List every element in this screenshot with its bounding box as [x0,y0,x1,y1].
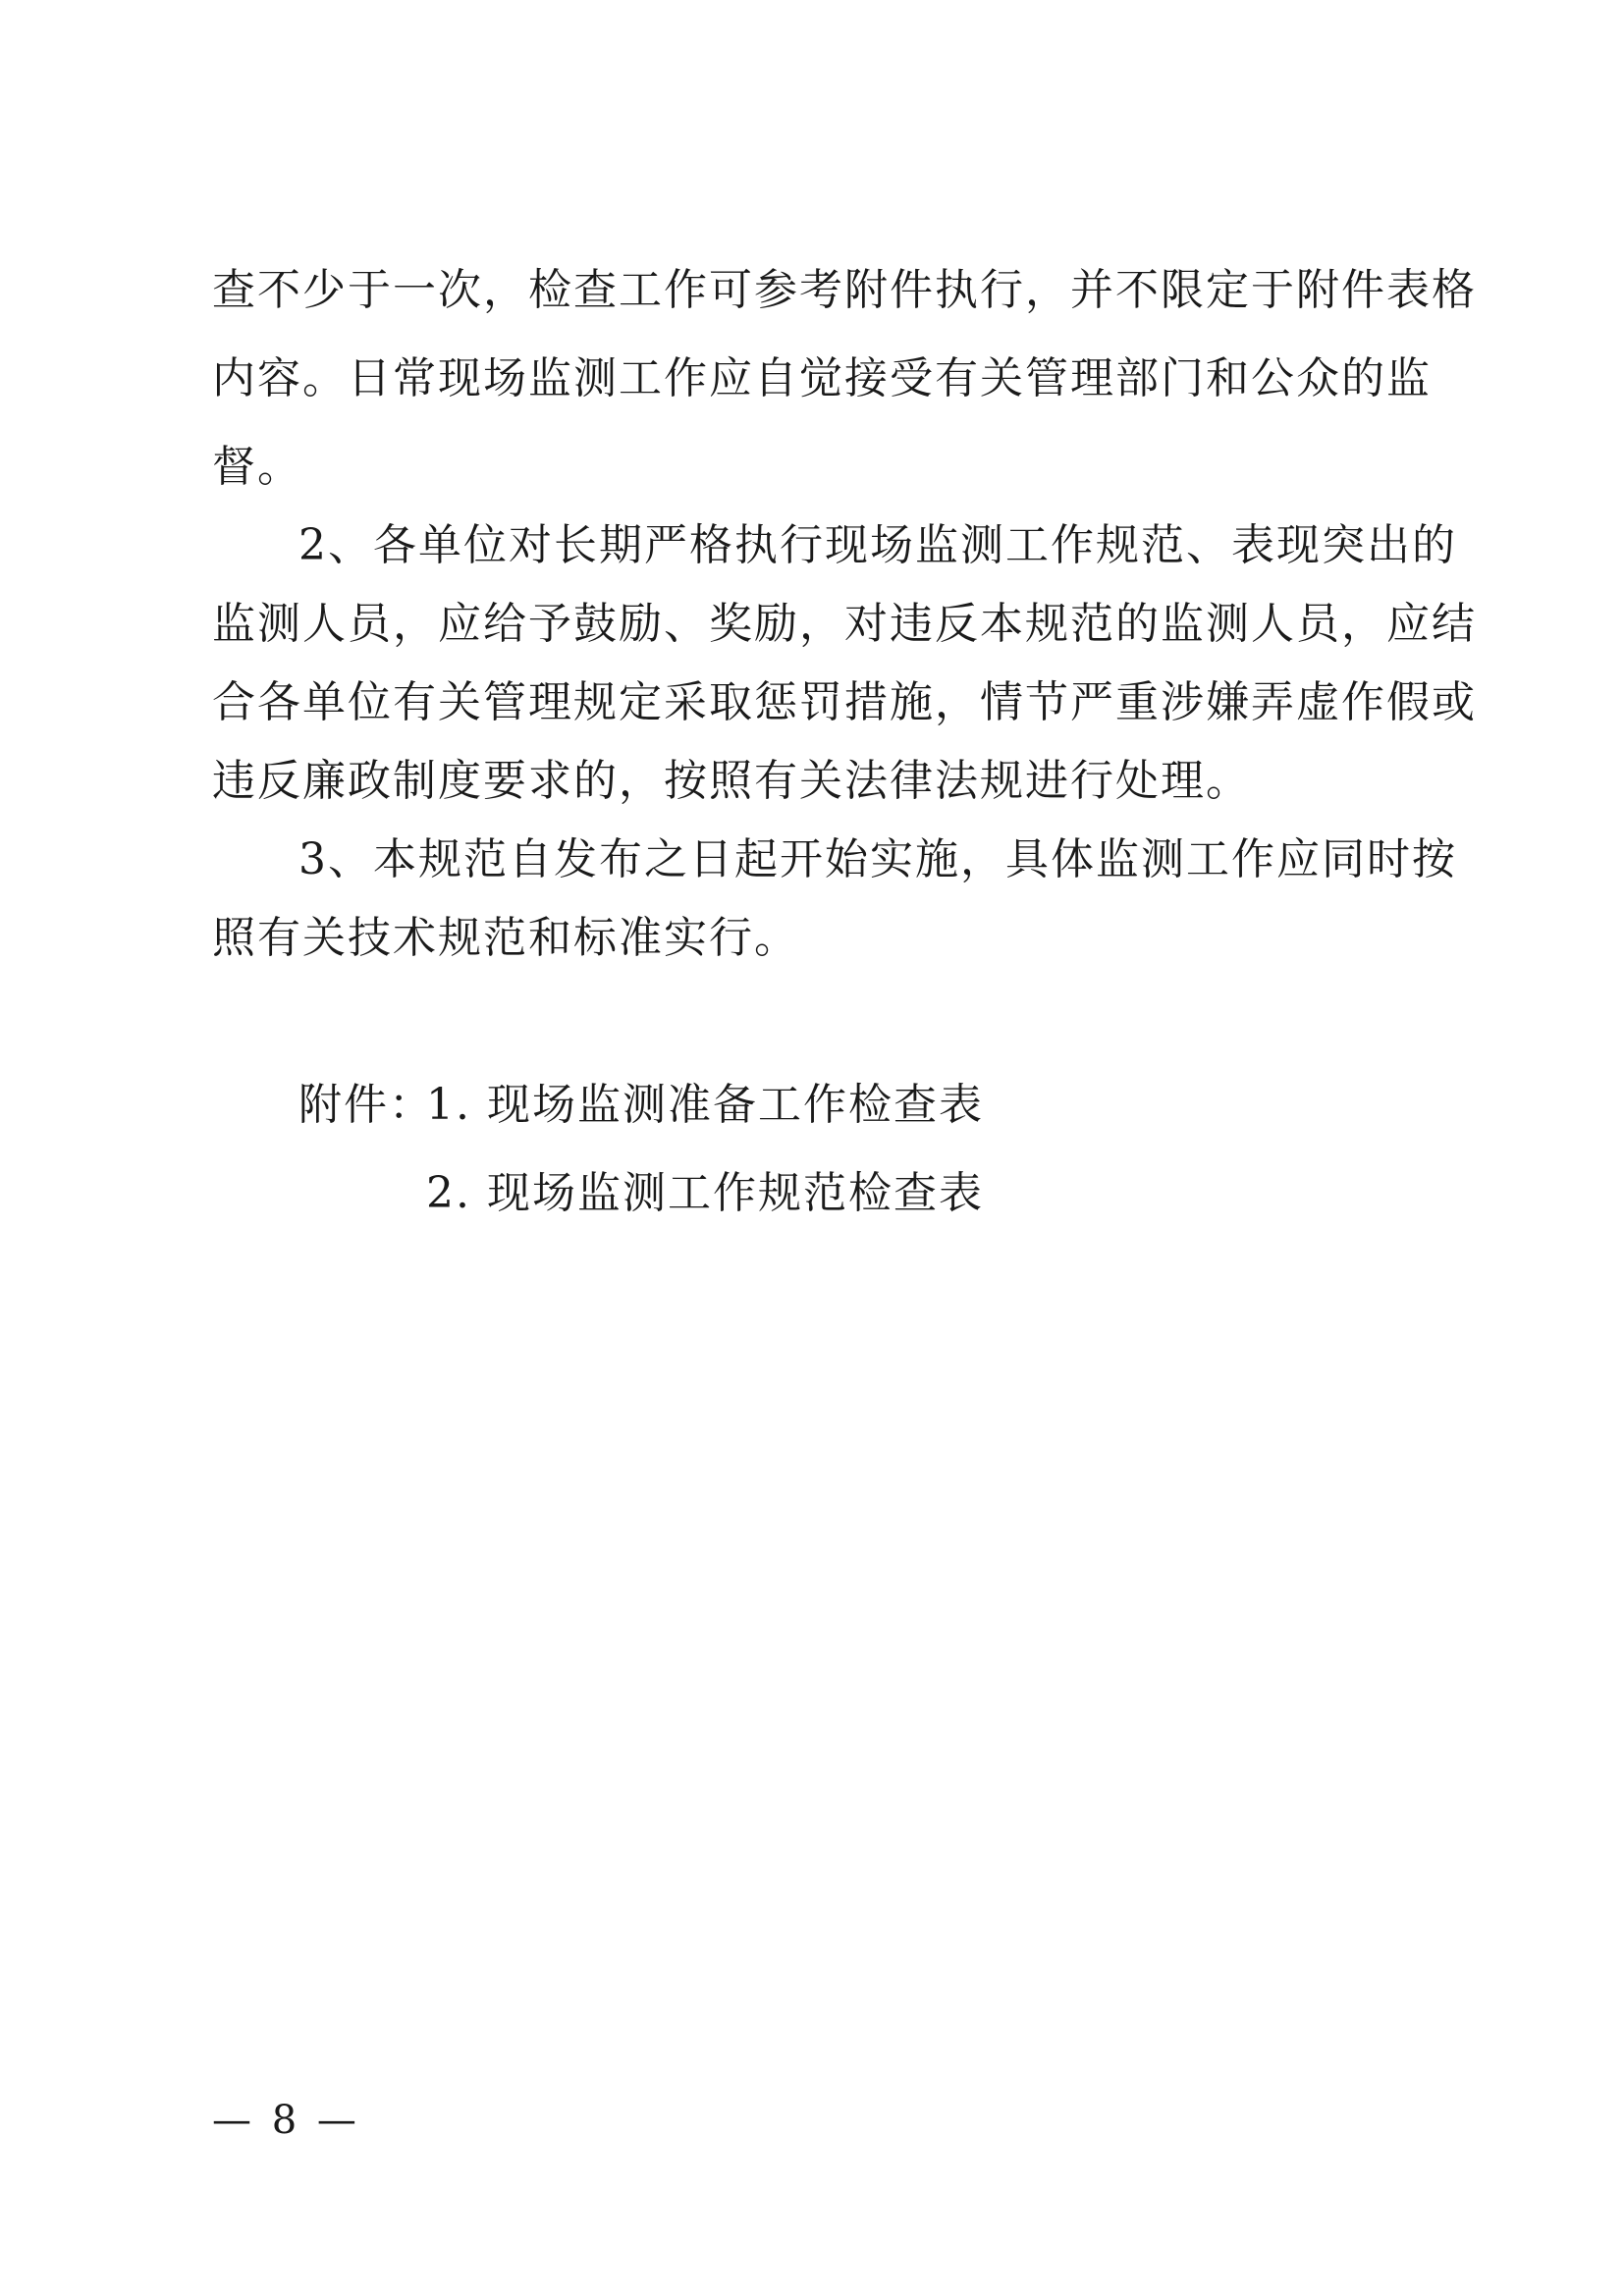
paragraph-line: 照有关技术规范和标准实行。 [212,913,799,963]
paragraph-line: 违反廉政制度要求的，按照有关法律法规进行处理。 [212,756,1251,806]
paragraph-line: 3、本规范自发布之日起开始实施，具体监测工作应同时按 [298,834,1457,884]
paragraph-line: 查不少于一次，检查工作可参考附件执行，并不限定于附件表格 [212,265,1477,315]
attachments-label: 附件： [298,1080,434,1130]
paragraph-line: 合各单位有关管理规定采取惩罚措施，情节严重涉嫌弄虚作假或 [212,677,1477,727]
attachment-item: 2. 现场监测工作规范检查表 [426,1168,984,1218]
paragraph-line: 督。 [212,442,302,492]
paragraph-line: 监测人员，应给予鼓励、奖励，对违反本规范的监测人员，应结 [212,599,1477,649]
paragraph-line: 2、各单位对长期严格执行现场监测工作规范、表现突出的 [298,520,1457,570]
attachment-item: 1. 现场监测准备工作检查表 [426,1080,984,1130]
page-number: — 8 — [212,2098,360,2143]
paragraph-line: 内容。日常现场监测工作应自觉接受有关管理部门和公众的监 [212,353,1432,403]
